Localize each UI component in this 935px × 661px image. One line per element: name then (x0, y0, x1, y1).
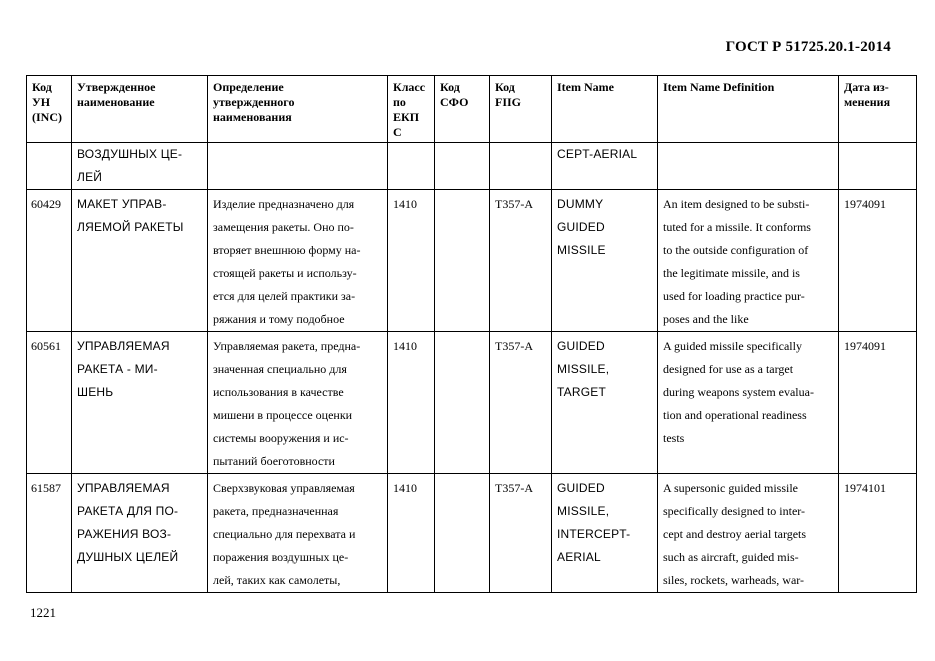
col-header-inc (27, 76, 72, 143)
cell-text-line: used for loading practice pur- (663, 289, 805, 303)
fiig-cell: T357-A (490, 190, 552, 332)
col-header-fiig (490, 76, 552, 143)
cell-text-line: значенная специально для (213, 362, 347, 376)
cell-text-line: Item Name (557, 80, 614, 94)
cell-text-line: Код (495, 80, 515, 94)
item-name-cell (552, 332, 658, 474)
cell-text-line: such as aircraft, guided mis- (663, 550, 799, 564)
cell-text-line: Определение (213, 80, 284, 94)
cell-text-line: AERIAL (557, 550, 601, 564)
approved-name-cell (72, 474, 208, 593)
cell-text-line: GUIDED (557, 339, 605, 353)
document-code: ГОСТ Р 51725.20.1-2014 (725, 39, 891, 55)
class-cell (388, 143, 435, 190)
cell-text-line: РАЖЕНИЯ ВОЗ- (77, 527, 172, 541)
header-row (27, 76, 917, 143)
cell-text-line: designed for use as a target (663, 362, 794, 376)
cell-text-line: ДУШНЫХ ЦЕЛЕЙ (77, 550, 179, 564)
cell-text-line: ракета, предназначенная (213, 504, 339, 518)
cell-text-line: ВОЗДУШНЫХ ЦЕ- (77, 147, 183, 161)
catalog-table (26, 75, 917, 593)
cell-text-line: РАКЕТА - МИ- (77, 362, 158, 376)
cell-text-line: tuted for a missile. It conforms (663, 220, 811, 234)
cell-text-line: СФО (440, 95, 469, 109)
cell-text-line: cept and destroy aerial targets (663, 527, 807, 541)
cell-text-line: GUIDED (557, 220, 605, 234)
item-definition-cell (658, 474, 839, 593)
cell-text-line: tion and operational readiness (663, 408, 807, 422)
table-row (27, 190, 917, 332)
inc-code-cell (27, 143, 72, 190)
fiig-cell (490, 143, 552, 190)
cell-text-line: Сверхзвуковая управляемая (213, 481, 355, 495)
table-row (27, 474, 917, 593)
cell-text-line: по (393, 95, 406, 109)
cell-text-line: Item Name Definition (663, 80, 775, 94)
cell-text-line: мишени в процессе оценки (213, 408, 353, 422)
cell-text-line: tests (663, 431, 685, 445)
col-header-date (839, 76, 917, 143)
sfo-cell (435, 143, 490, 190)
cell-text-line: утвержденного (213, 95, 295, 109)
cell-text-line: ЛЯЕМОЙ РАКЕТЫ (77, 220, 184, 234)
sfo-cell (435, 474, 490, 593)
cell-text-line: Дата из- (844, 80, 889, 94)
cell-text-line: A guided missile specifically (663, 339, 802, 353)
cell-text-line: (INC) (32, 110, 62, 124)
cell-text-line: An item designed to be substi- (663, 197, 810, 211)
cell-text-line: siles, rockets, warheads, war- (663, 573, 805, 587)
cell-text-line: МАКЕТ УПРАВ- (77, 197, 167, 211)
cell-text-line: вторяет внешнюю форму на- (213, 243, 361, 257)
cell-text-line: ется для целей практики за- (213, 289, 356, 303)
date-cell: 1974101 (839, 474, 917, 593)
cell-text-line: менения (844, 95, 891, 109)
cell-text-line: Изделие предназначено для (213, 197, 355, 211)
cell-text-line: ряжания и тому подобное (213, 312, 345, 326)
date-cell: 1974091 (839, 190, 917, 332)
cell-text-line: GUIDED (557, 481, 605, 495)
class-cell: 1410 (388, 190, 435, 332)
cell-text-line: замещения ракеты. Оно по- (213, 220, 354, 234)
col-header-item-name (552, 76, 658, 143)
page-number: 1221 (30, 605, 56, 620)
item-name-cell (552, 190, 658, 332)
cell-text-line: УПРАВЛЯЕМАЯ (77, 339, 170, 353)
cell-text-line: DUMMY (557, 197, 604, 211)
definition-cell (208, 474, 388, 593)
cell-text-line: Класс (393, 80, 426, 94)
cell-text-line: MISSILE, (557, 362, 610, 376)
cell-text-line: during weapons system evalua- (663, 385, 814, 399)
col-header-definition (208, 76, 388, 143)
cell-text-line: Код (32, 80, 52, 94)
cell-text-line: УПРАВЛЯЕМАЯ (77, 481, 170, 495)
cell-text-line: ЛЕЙ (77, 170, 103, 184)
sfo-cell (435, 332, 490, 474)
cell-text-line: стоящей ракеты и использу- (213, 266, 357, 280)
cell-text-line: FIIG (495, 95, 522, 109)
item-definition-cell (658, 190, 839, 332)
class-cell: 1410 (388, 474, 435, 593)
cell-text-line: поражения воздушных це- (213, 550, 349, 564)
definition-cell (208, 190, 388, 332)
date-cell (839, 143, 917, 190)
cell-text-line: the legitimate missile, and is (663, 266, 800, 280)
item-name-cell (552, 143, 658, 190)
col-header-item-definition (658, 76, 839, 143)
cell-text-line: специально для перехвата и (213, 527, 356, 541)
sfo-cell (435, 190, 490, 332)
col-header-sfo (435, 76, 490, 143)
cell-text-line: CEPT-AERIAL (557, 147, 638, 161)
cell-text-line: specifically designed to inter- (663, 504, 806, 518)
definition-cell (208, 332, 388, 474)
date-cell: 1974091 (839, 332, 917, 474)
cell-text-line: пытаний боеготовности (213, 454, 335, 468)
cell-text-line: Утвержденное (77, 80, 156, 94)
inc-code-cell: 61587 (27, 474, 72, 593)
cell-text-line: INTERCEPT- (557, 527, 631, 541)
cell-text-line: наименование (77, 95, 155, 109)
approved-name-cell (72, 190, 208, 332)
inc-code-cell: 60561 (27, 332, 72, 474)
cell-text-line: MISSILE (557, 243, 606, 257)
item-definition-cell (658, 332, 839, 474)
inc-code-cell: 60429 (27, 190, 72, 332)
cell-text-line: Управляемая ракета, предна- (213, 339, 361, 353)
col-header-approved-name (72, 76, 208, 143)
cell-text-line: РАКЕТА ДЛЯ ПО- (77, 504, 179, 518)
cell-text-line: наименования (213, 110, 292, 124)
cell-text-line: ШЕНЬ (77, 385, 114, 399)
cell-text-line: TARGET (557, 385, 606, 399)
cell-text-line: С (393, 125, 402, 139)
cell-text-line: A supersonic guided missile (663, 481, 798, 495)
fiig-cell: T357-A (490, 332, 552, 474)
col-header-class (388, 76, 435, 143)
item-definition-cell (658, 143, 839, 190)
approved-name-cell (72, 143, 208, 190)
cell-text-line: to the outside configuration of (663, 243, 809, 257)
item-name-cell (552, 474, 658, 593)
fiig-cell: T357-A (490, 474, 552, 593)
cell-text-line: ЕКП (393, 110, 420, 124)
class-cell: 1410 (388, 332, 435, 474)
definition-cell (208, 143, 388, 190)
cell-text-line: системы вооружения и ис- (213, 431, 349, 445)
cell-text-line: poses and the like (663, 312, 749, 326)
approved-name-cell (72, 332, 208, 474)
table-row (27, 332, 917, 474)
cell-text-line: лей, таких как самолеты, (213, 573, 341, 587)
cell-text-line: Код (440, 80, 460, 94)
table-row (27, 143, 917, 190)
cell-text-line: использования в качестве (213, 385, 344, 399)
cell-text-line: УН (32, 95, 51, 109)
cell-text-line: MISSILE, (557, 504, 610, 518)
